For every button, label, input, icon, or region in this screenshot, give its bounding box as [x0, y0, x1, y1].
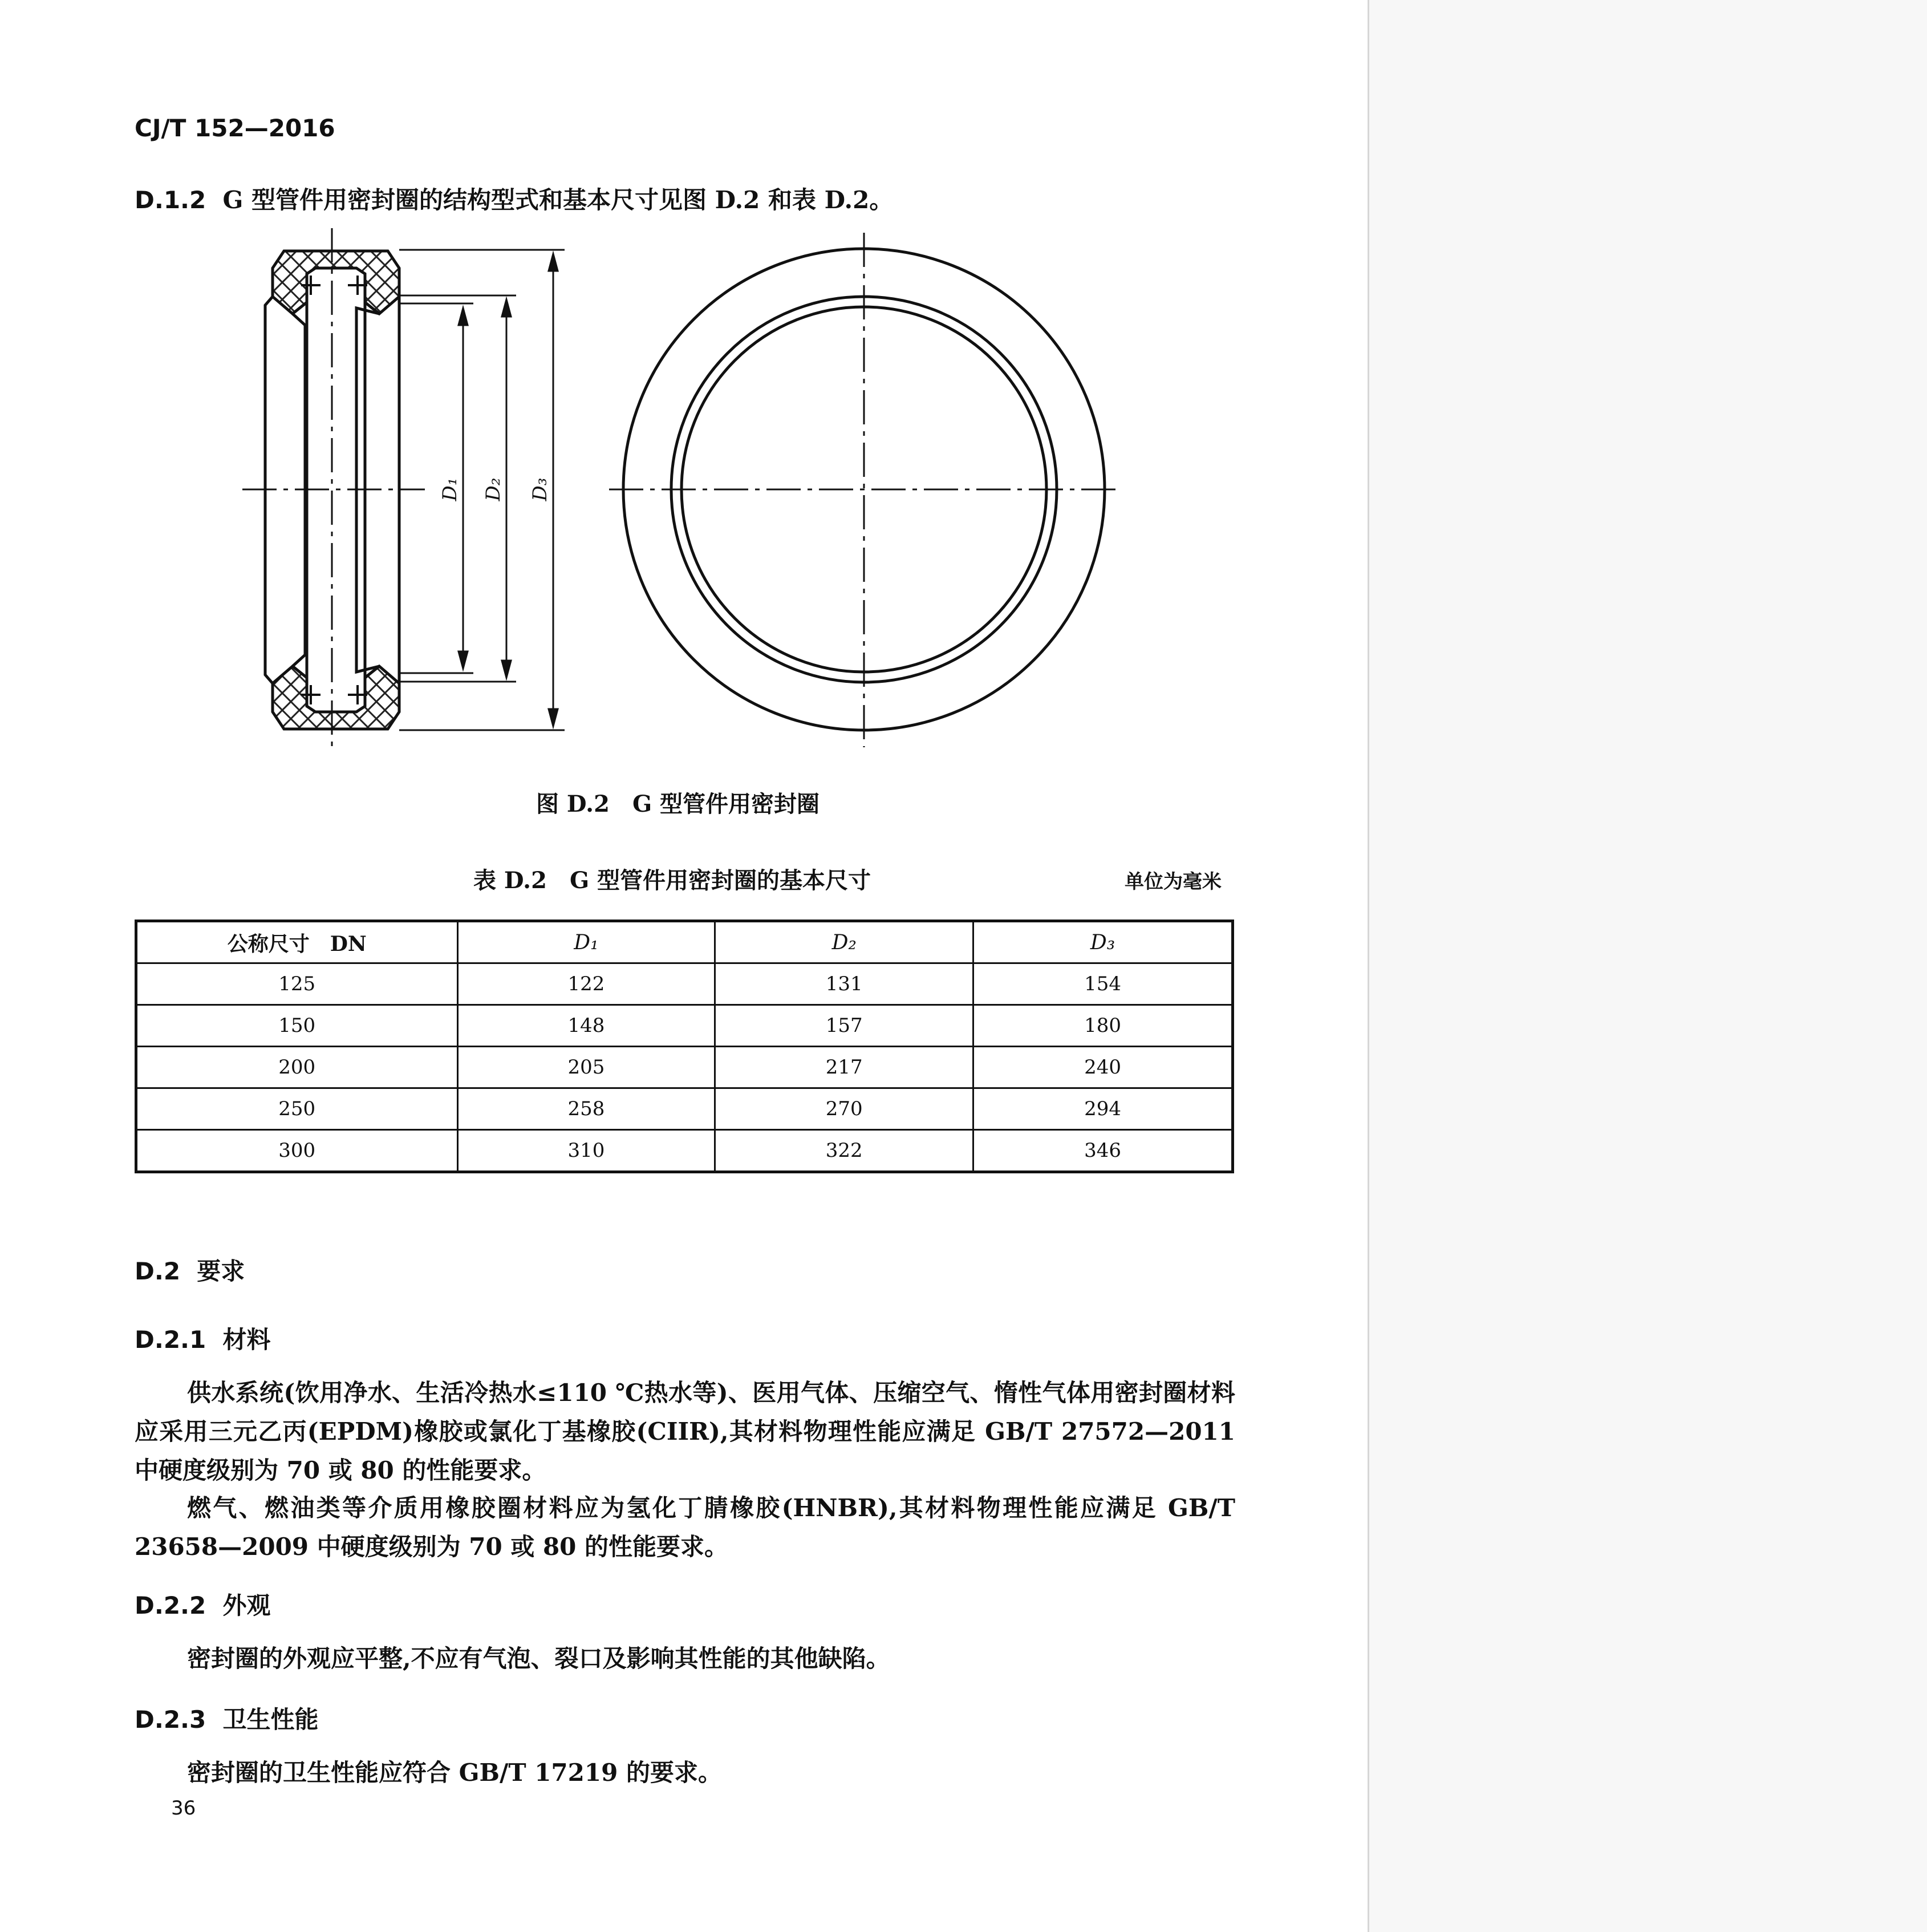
table-row	[136, 1088, 1233, 1130]
page-margin-background	[1368, 0, 1927, 1932]
page-number: 36	[171, 1797, 196, 1820]
cell-d3: 294	[973, 1088, 1233, 1130]
intro-number: D.1.2	[135, 186, 206, 214]
intro-text: G 型管件用密封圈的结构型式和基本尺寸见图 D.2 和表 D.2。	[222, 186, 894, 214]
cell-dn: 125	[136, 963, 458, 1005]
table-row	[136, 1130, 1233, 1172]
cell-d1: 205	[457, 1047, 715, 1088]
figure-caption: 图 D.2 G 型管件用密封圈	[536, 791, 820, 817]
materials-paragraph-1: 供水系统(饮用净水、生活冷热水≤110 ℃热水等)、医用气体、压缩空气、惰性气体用密封圈材料应采用三元乙丙(EPDM)橡胶或氯化丁基橡胶(CIIR),其材料物理性能应满足 GB/T 27572—2011 中硬度级别为 70 或 80 的性能要求。	[135, 1379, 1235, 1484]
cell-d1: 258	[457, 1088, 715, 1130]
hygiene-paragraph: 密封圈的卫生性能应符合 GB/T 17219 的要求。	[187, 1759, 722, 1787]
cell-d1: 148	[457, 1005, 715, 1047]
cell-dn: 300	[136, 1130, 458, 1172]
cell-d2: 217	[715, 1047, 973, 1088]
cell-d1: 310	[457, 1130, 715, 1172]
table-row	[136, 1005, 1233, 1047]
section-heading-d2: D.2 要求	[135, 1257, 245, 1285]
table-header-row	[136, 921, 1233, 963]
dim-label-d1: D₁	[439, 477, 461, 501]
cell-d3: 240	[973, 1047, 1233, 1088]
header-d3: D₃	[973, 921, 1233, 963]
cell-dn: 250	[136, 1088, 458, 1130]
section-centerlines	[242, 228, 425, 747]
table-caption: 表 D.2 G 型管件用密封圈的基本尺寸	[473, 867, 871, 894]
table-unit: 单位为毫米	[1125, 870, 1222, 893]
cell-d1: 122	[457, 963, 715, 1005]
table-row	[136, 963, 1233, 1005]
section-heading-d23: D.2.3 卫生性能	[135, 1706, 319, 1733]
header-d2: D₂	[715, 921, 973, 963]
appearance-paragraph: 密封圈的外观应平整,不应有气泡、裂口及影响其性能的其他缺陷。	[187, 1645, 890, 1672]
table-row	[136, 1047, 1233, 1088]
cell-d2: 157	[715, 1005, 973, 1047]
header-dn: 公称尺寸 DN	[136, 921, 458, 963]
dim-label-d3: D₃	[529, 477, 551, 501]
header-d1: D₁	[457, 921, 715, 963]
cell-d2: 270	[715, 1088, 973, 1130]
cell-dn: 200	[136, 1047, 458, 1088]
cell-d2: 322	[715, 1130, 973, 1172]
dim-label-d2: D₂	[482, 477, 505, 501]
front-view-centerlines	[609, 233, 1119, 747]
section-heading-d21: D.2.1 材料	[135, 1326, 271, 1354]
cell-dn: 150	[136, 1005, 458, 1047]
cell-d2: 131	[715, 963, 973, 1005]
cell-d3: 154	[973, 963, 1233, 1005]
materials-paragraph-2: 燃气、燃油类等介质用橡胶圈材料应为氢化丁腈橡胶(HNBR),其材料物理性能应满足 GB/T 23658—2009 中硬度级别为 70 或 80 的性能要求。	[135, 1494, 1235, 1561]
section-heading-d22: D.2.2 外观	[135, 1591, 271, 1619]
cell-d3: 180	[973, 1005, 1233, 1047]
bottom-hatched-lip	[273, 666, 399, 729]
cell-d3: 346	[973, 1130, 1233, 1172]
top-hatched-lip	[273, 251, 399, 314]
figure-seal-drawing	[0, 0, 1368, 764]
dimension-table	[135, 920, 1234, 1173]
standard-code-header: CJ/T 152—2016	[135, 114, 335, 142]
